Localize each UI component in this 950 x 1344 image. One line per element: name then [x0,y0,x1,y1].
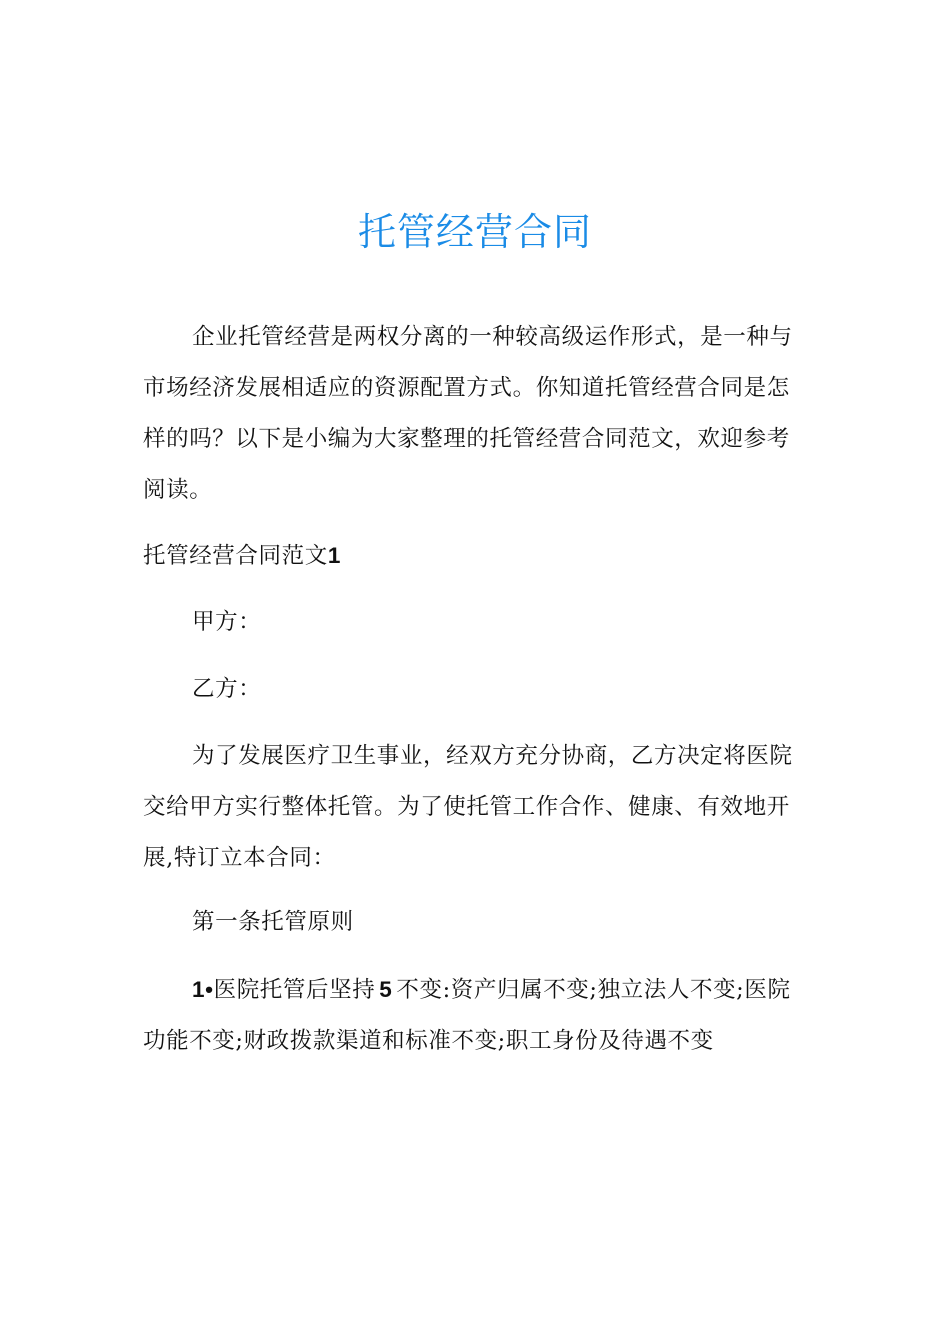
section-heading-text: 托管经营合同范文 [143,543,328,569]
article-item-1 [143,964,811,1067]
party-a-label: 甲方： [192,609,262,635]
document-title: 托管经营合同 [357,210,592,255]
item-1-count: 5 [379,977,393,1002]
party-b-label: 乙方： [192,676,262,702]
intro-line-2: 市场经济发展相适应的资源配置方式。你知道托管经营合同是怎 [143,375,790,401]
item-1-line-2: 功能不变;财政拨款渠道和标准不变;职工身份及待遇不变 [143,1028,714,1054]
intro-line-3: 样的吗？以下是小编为大家整理的托管经营合同范文，欢迎参考 [143,426,790,452]
purpose-line-1: 为了发展医疗卫生事业，经双方充分协商，乙方决定将医院 [192,743,793,769]
item-1-number: 1• [192,977,214,1002]
section-heading [143,530,811,582]
item-1-line-1 [143,964,811,1016]
intro-paragraph [143,312,811,516]
intro-line-4: 阅读。 [143,477,213,503]
article-title: 第一条托管原则 [192,909,354,935]
item-1-text-b: 不变:资产归属不变;独立法人不变;医院 [396,977,791,1003]
purpose-line-3: 展,特订立本合同： [143,845,336,871]
purpose-paragraph [143,731,811,884]
section-heading-number: 1 [327,543,341,568]
intro-line-1: 企业托管经营是两权分离的一种较高级运作形式，是一种与 [192,324,793,350]
purpose-line-2: 交给甲方实行整体托管。为了使托管工作合作、健康、有效地开 [143,794,790,820]
item-1-text-a: 医院托管后坚持 [213,977,376,1003]
